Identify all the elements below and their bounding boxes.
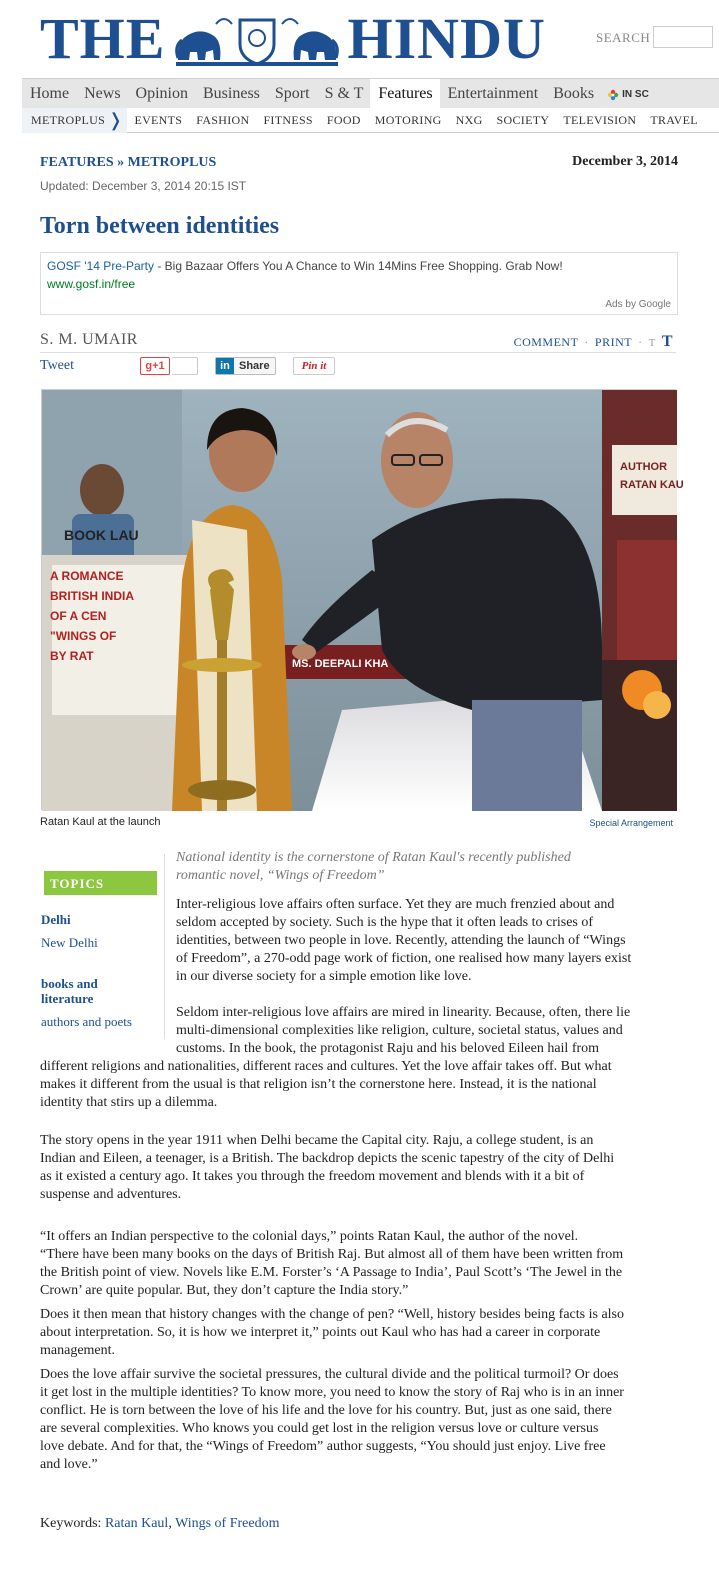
article-date: December 3, 2014 (572, 154, 678, 169)
banner-line: OF A CEN (50, 609, 107, 623)
subnav-label: TRAVEL (650, 112, 698, 127)
article-paragraph-line: management. (40, 1343, 116, 1358)
article-paragraph-line: in our diverse society for a simple emotion like love. (176, 969, 472, 984)
google-ad[interactable] (40, 252, 678, 315)
ad-line (47, 259, 563, 273)
in-school-link[interactable] (601, 79, 649, 108)
article-paragraph-line: “It offers an Indian perspective to the colonial days,” points Ratan Kaul, the author of the novel. (40, 1229, 579, 1244)
nameplate-text: MS. DEEPALI KHA (292, 658, 389, 670)
topic-link[interactable]: books and (41, 976, 98, 991)
topic-link[interactable]: literature (41, 991, 94, 1006)
author-sign-line: RATAN KAU (620, 479, 684, 491)
subnav-label: METROPLUS (31, 112, 106, 127)
chevron-right-icon: ❭ (108, 110, 124, 130)
ad-title-link[interactable]: GOSF '14 Pre-Party (47, 259, 154, 273)
article-paragraph-line: identities, between two people in love. Recently, attending the launch of “Wings (176, 933, 626, 948)
keywords-label: Keywords: (40, 1516, 102, 1531)
article-paragraph-line: Indian and Eileen, a teenager, is a British. The backdrop depicts the scenic tapestry of the city of Delhi (40, 1151, 615, 1166)
banner-line: BOOK LAU (64, 527, 139, 543)
ad-separator: - (154, 259, 165, 273)
article-standfirst (176, 849, 681, 885)
topics-heading: TOPICS (44, 871, 157, 895)
primary-nav (22, 78, 719, 108)
article-paragraph-line: about interpretation. So, it is how we interpret it,” points out Kaul who has had a career in corporate (40, 1325, 601, 1340)
article-paragraph-line: identity that stirs up a dilemma. (40, 1095, 218, 1110)
google-plus-count (172, 357, 198, 375)
standfirst-line: National identity is the cornerstone of Ratan Kaul's recently published (176, 850, 571, 865)
text-size-decrease-button[interactable]: T (648, 337, 656, 349)
topic-link[interactable]: authors and poets (41, 1014, 132, 1029)
nav-item-s-t[interactable]: S & T (324, 85, 364, 102)
search-input[interactable] (653, 26, 713, 48)
tools-separator: · (638, 335, 643, 349)
article-paragraph-line: are several complexities. Who knows you could get lost in the religion versus love or culture versus (40, 1421, 599, 1436)
article-paragraph-line: seldom accepted by society. Such is the hype that it often leads to crises of (176, 915, 594, 930)
topics-sidebar (40, 854, 165, 1039)
article-paragraph-line: love debate. And for that, the “Wings of Freedom” author suggests, “You should just enjoy. Live free (40, 1439, 606, 1454)
article-paragraph-line: makes it different from the usual is that religion isn’t the cornerstone here. Instead, it is the national (40, 1077, 597, 1092)
photo-caption: Ratan Kaul at the launch (40, 816, 161, 828)
comment-link[interactable]: COMMENT (513, 335, 579, 349)
subnav-label: EVENTS (134, 112, 183, 127)
google-plus-button[interactable] (140, 357, 198, 375)
keywords-row (40, 1516, 279, 1532)
google-plus-icon: g+1 (140, 357, 170, 375)
tweet-button[interactable]: Tweet (40, 358, 75, 373)
article-paragraph-line: suspense and adventures. (40, 1187, 182, 1202)
subnav-item-travel[interactable] (643, 113, 705, 128)
nav-item-features[interactable]: Features (370, 79, 439, 109)
masthead (0, 0, 697, 78)
subnav-label: TELEVISION (563, 112, 637, 127)
topic-link[interactable]: Delhi (41, 912, 71, 927)
article-tools (514, 333, 673, 351)
subnav-item-fitness[interactable] (256, 113, 319, 128)
subnav-label: FITNESS (263, 112, 313, 127)
nav-item-entertainment[interactable]: Entertainment (447, 85, 539, 102)
linkedin-icon: in (216, 358, 234, 374)
the-hindu-logo[interactable] (40, 8, 546, 70)
article-paragraph-line: as it existed a century ago. It takes you through the freedom movement and blends with it a bit of (40, 1169, 585, 1184)
logo-word-hindu: HINDU (347, 6, 546, 71)
subnav-item-motoring[interactable] (368, 113, 449, 128)
lamp-lighting-photo (42, 390, 684, 811)
share-bar (40, 356, 680, 378)
article-paragraph-line: multi-dimensional complexities like religion, culture, societal status, values and (176, 1023, 623, 1038)
article-paragraph-line: and love.” (40, 1457, 98, 1472)
subnav-label: MOTORING (374, 112, 442, 127)
keyword-link-wings-of-freedom[interactable]: Wings of Freedom (175, 1516, 280, 1531)
nav-item-business[interactable]: Business (203, 85, 260, 102)
standfirst-line: romantic novel, “Wings of Freedom” (176, 868, 385, 883)
linkedin-share-button[interactable] (215, 357, 276, 375)
divider (40, 352, 676, 353)
article-paragraph-line: “There have been many books on the days of British Raj. But almost all of them have been written from (40, 1247, 624, 1262)
subnav-item-society[interactable] (490, 113, 557, 128)
nav-item-sport[interactable]: Sport (274, 85, 310, 102)
pinterest-pin-button[interactable]: Pin it (293, 357, 335, 375)
banner-line: "WINGS OF (50, 629, 117, 643)
tools-separator: · (584, 335, 589, 349)
article-paragraph-line: of Freedom”, a 270-odd page work of fiction, one realised how many layers exist (176, 951, 632, 966)
ad-description: Big Bazaar Offers You A Chance to Win 14Mins Free Shopping. Grab Now! (164, 259, 563, 273)
article-photo[interactable] (41, 389, 684, 810)
article-headline: Torn between identities (40, 213, 280, 239)
nav-item-opinion[interactable]: Opinion (135, 85, 188, 102)
author-sign-line: AUTHOR (620, 461, 668, 473)
photo-credit: Special Arrangement (589, 818, 673, 828)
byline: S. M. UMAIR (40, 331, 138, 348)
subnav-item-nxg[interactable] (449, 113, 490, 128)
article-paragraph-line: Seldom inter-religious love affairs are mired in linearity. Because, often, there lie (176, 1005, 631, 1020)
linkedin-share-label: Share (239, 360, 270, 372)
article-paragraph-line: customs. In the book, the protagonist Raju and his beloved Eileen hail from (176, 1041, 600, 1056)
article-paragraph-line: conflict. He is torn between the love of his life and the love for his country. But, just as one said, there (40, 1403, 612, 1418)
nav-item-news[interactable]: News (84, 85, 121, 102)
updated-timestamp: Updated: December 3, 2014 20:15 IST (40, 179, 247, 193)
keyword-link-ratan-kaul[interactable]: Ratan Kaul (104, 1516, 169, 1531)
banner-line: A ROMANCE (50, 569, 124, 583)
banner-line: BY RAT (50, 649, 94, 663)
article-paragraph-line: Crown’ are quite popular. But, they don’t capture the India story.” (40, 1283, 409, 1298)
secondary-nav (22, 108, 719, 133)
article-paragraph-line: Does the love affair survive the societal pressures, the cultural divide and the political turmoil? Or does (40, 1367, 619, 1382)
subnav-label: SOCIETY (496, 112, 550, 127)
banner-line: BRITISH INDIA (50, 589, 134, 603)
print-link[interactable]: PRINT (594, 335, 633, 349)
logo-word-the: THE (40, 6, 166, 71)
subnav-label: NXG (455, 112, 483, 127)
emblem-elephants-icon (172, 10, 342, 68)
nav-item-home[interactable]: Home (30, 85, 70, 102)
ad-url-link[interactable]: www.gosf.in/free (47, 277, 136, 291)
subnav-item-fashion[interactable] (189, 113, 256, 128)
flower-icon (607, 89, 619, 101)
topic-link[interactable]: New Delhi (41, 935, 98, 950)
article-paragraph-line: it get lost in the multiple identities? To know more, you need to know the story of Raj who is in an inner (40, 1385, 624, 1400)
subnav-item-events[interactable] (127, 113, 189, 128)
ads-by-google-label[interactable]: Ads by Google (605, 299, 671, 310)
keyword-separator: , (168, 1516, 176, 1531)
search-label: SEARCH (596, 30, 651, 45)
subnav-item-metroplus[interactable] (22, 108, 127, 133)
subnav-label: FOOD (326, 112, 361, 127)
article-paragraph-line: different religions and nationalities, different races and cultures. Yet the love affair takes off. But what (40, 1059, 612, 1074)
article-paragraph-line: The story opens in the year 1911 when Delhi became the Capital city. Raju, a college student, is an (40, 1133, 594, 1148)
subnav-label: FASHION (196, 112, 250, 127)
text-size-increase-button[interactable]: T (661, 333, 673, 350)
article-paragraph-line: the British point of view. Novels like E.M. Forster’s ‘A Passage to India’, Paul Scott’s ‘The Jewel in the (40, 1265, 623, 1280)
article-paragraph-line: Inter-religious love affairs often surface. Yet they are much frenzied about and (176, 897, 615, 912)
nav-item-books[interactable]: Books (553, 85, 595, 102)
subnav-item-television[interactable] (556, 113, 643, 128)
subnav-item-food[interactable] (320, 113, 368, 128)
in-school-label: IN SC (622, 89, 649, 100)
article-paragraph-line: Does it then mean that history changes with the change of pen? “Well, history besides being facts is also (40, 1307, 624, 1322)
breadcrumb[interactable]: FEATURES » METROPLUS (40, 155, 217, 170)
